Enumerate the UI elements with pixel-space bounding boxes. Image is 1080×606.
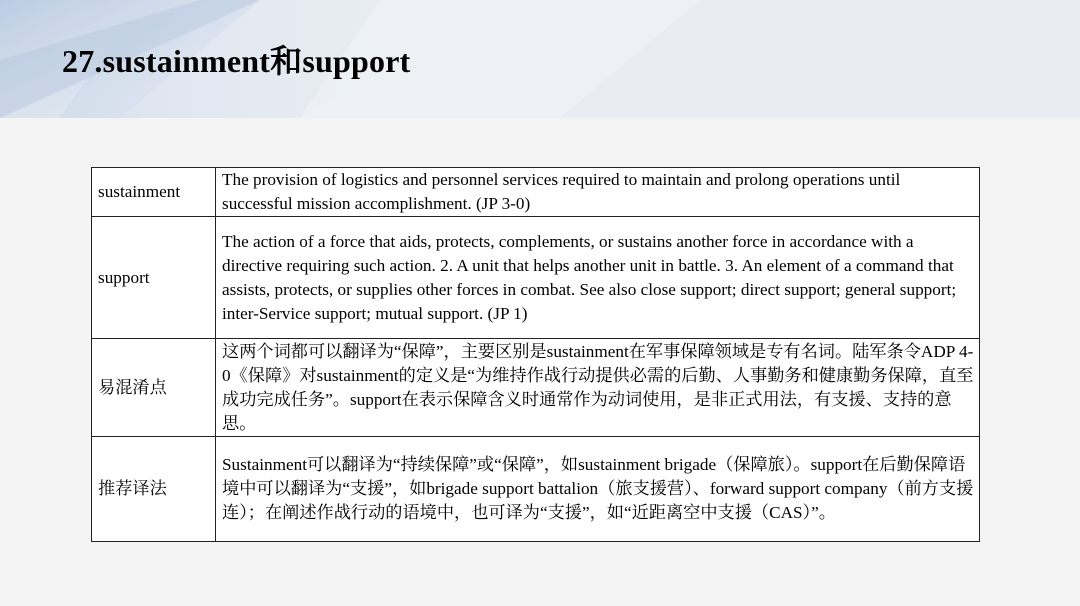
description-cell: Sustainment可以翻译为“持续保障”或“保障”，如sustainment brigade（保障旅）。support在后勤保障语境中可以翻译为“支援”，如brigade support battalion（旅支援营）、forward support company（前方支援连）；在阐述作战行动的语境中，也可译为“支援”，如“近距离空中支援（CAS）”。	[216, 437, 980, 542]
term-cell: 易混淆点	[92, 339, 216, 437]
table-row	[92, 168, 980, 217]
term-cell: support	[92, 217, 216, 339]
description-cell: The provision of logistics and personnel services required to maintain and prolong operations until successful mission accomplishment. (JP 3-0)	[216, 168, 980, 217]
page-title: 27.sustainment和support	[62, 43, 411, 79]
description-cell: The action of a force that aids, protects, complements, or sustains another force in accordance with a directive requiring such action. 2. A unit that helps another unit in battle. 3. An element of a command that assists, protects, or supplies other forces in combat. See also close support; direct support; general support; inter-Service support; mutual support. (JP 1)	[216, 217, 980, 339]
description-cell: 这两个词都可以翻译为“保障”，主要区别是sustainment在军事保障领域是专有名词。陆军条令ADP 4-0《保障》对sustainment的定义是“为维持作战行动提供必需的后勤、人事勤务和健康勤务保障，直至成功完成任务”。support在表示保障含义时通常作为动词使用，是非正式用法，有支援、支持的意思。	[216, 339, 980, 437]
term-cell: 推荐译法	[92, 437, 216, 542]
table-row	[92, 437, 980, 542]
table-row	[92, 339, 980, 437]
table-row	[92, 217, 980, 339]
term-cell: sustainment	[92, 168, 216, 217]
terminology-table	[91, 167, 980, 542]
